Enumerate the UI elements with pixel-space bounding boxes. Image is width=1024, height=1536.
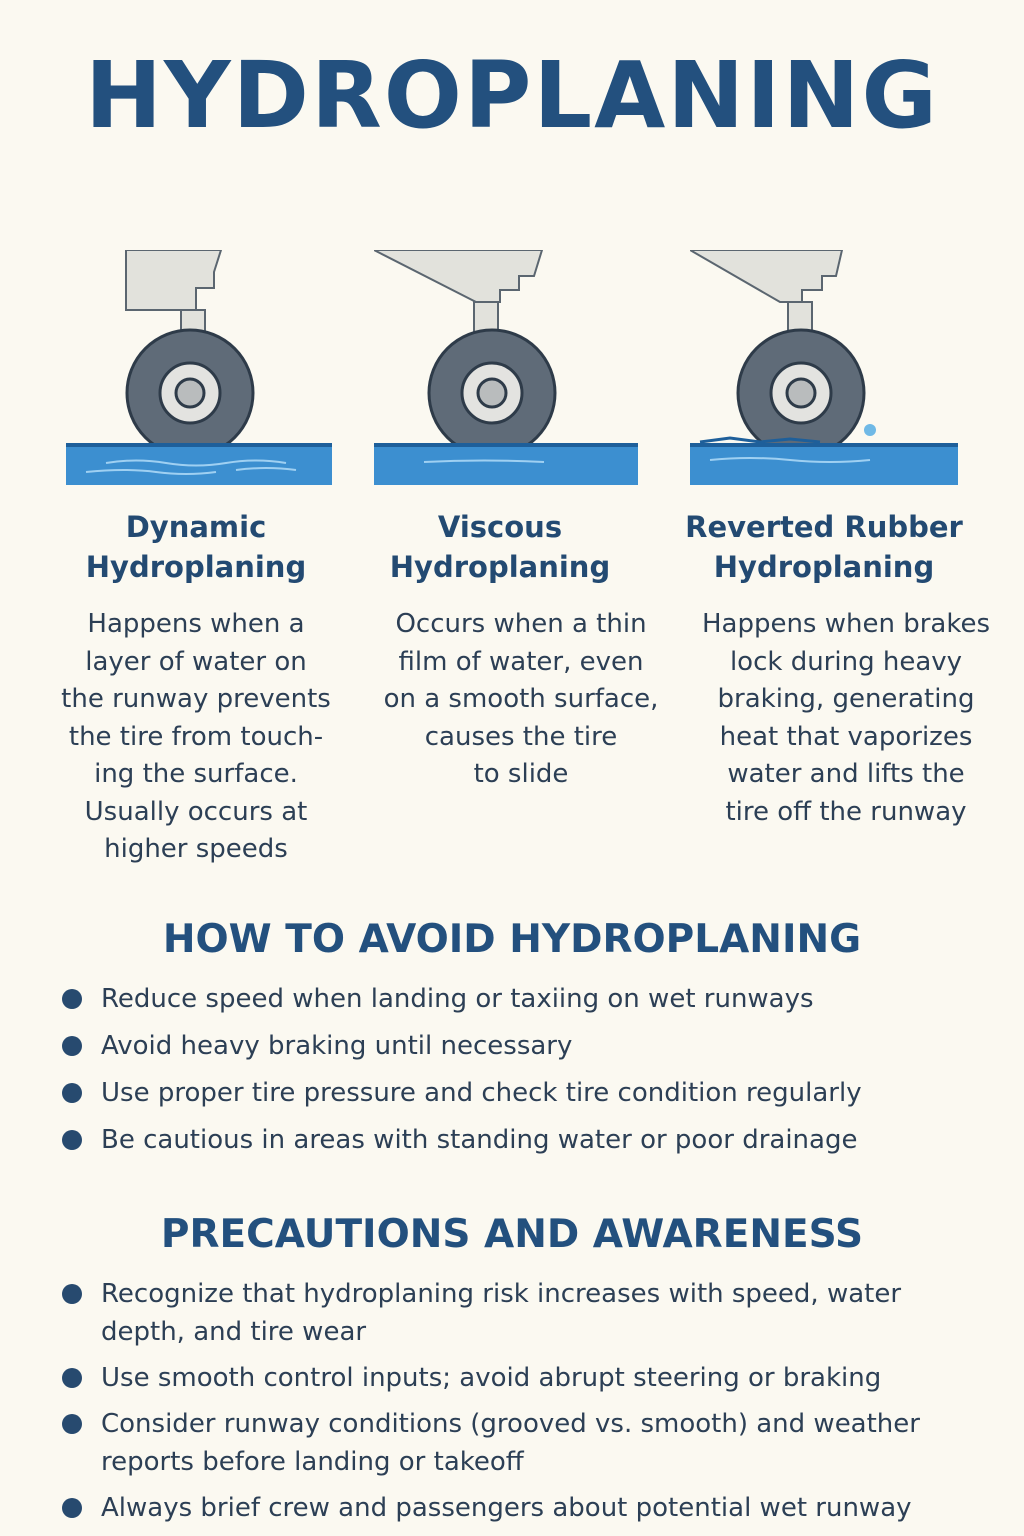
reverted-rubber-hydroplaning-title: Reverted Rubber Hydroplaning [685, 510, 963, 584]
list-item: Recognize that hydroplaning risk increases with speed, water depth, and tire wear [62, 1275, 962, 1351]
list-item: Consider runway conditions (grooved vs. smooth) and weather reports before landing or takeoff [62, 1405, 962, 1481]
landing-gear-icon [374, 250, 638, 490]
dynamic-hydroplaning-description: Happens when a layer of water on the runway prevents the tire from touch- ing the surface. Usually occurs at higher speeds [61, 609, 331, 864]
avoid-heading: HOW TO AVOID HYDROPLANING [162, 917, 862, 962]
dynamic-hydroplaning-illustration [66, 250, 346, 490]
bullet-icon [62, 989, 82, 1009]
list-item: Be cautious in areas with standing water or poor drainage [62, 1121, 982, 1159]
bullet-icon [62, 1130, 82, 1150]
precautions-list [62, 1275, 962, 1527]
bullet-icon [62, 1498, 82, 1518]
reverted-rubber-hydroplaning-description: Happens when brakes lock during heavy braking, generating heat that vaporizes water and lifts the tire off the runway [701, 609, 991, 827]
avoid-list [62, 980, 982, 1159]
list-item: Always brief crew and passengers about potential wet runway [62, 1489, 962, 1527]
bullet-icon [62, 1284, 82, 1304]
bullet-icon [62, 1036, 82, 1056]
viscous-hydroplaning-title: Viscous Hydroplaning [389, 510, 611, 584]
precautions-heading: PRECAUTIONS AND AWARENESS [160, 1212, 864, 1257]
dynamic-hydroplaning-title: Dynamic Hydroplaning [85, 510, 307, 584]
bullet-icon [62, 1368, 82, 1388]
viscous-hydroplaning-description: Occurs when a thin film of water, even on a smooth surface, causes the tire to slide [383, 609, 659, 789]
landing-gear-icon [690, 250, 958, 490]
landing-gear-icon [66, 250, 332, 490]
viscous-hydroplaning-illustration [374, 250, 654, 490]
bullet-icon [62, 1083, 82, 1103]
list-item: Use smooth control inputs; avoid abrupt steering or braking [62, 1359, 962, 1397]
bullet-icon [62, 1414, 82, 1434]
reverted-rubber-hydroplaning-illustration [690, 250, 970, 490]
list-item: Avoid heavy braking until necessary [62, 1027, 982, 1065]
list-item: Reduce speed when landing or taxiing on wet runways [62, 980, 982, 1018]
page-title: HYDROPLANING [84, 42, 940, 149]
list-item: Use proper tire pressure and check tire condition regularly [62, 1074, 982, 1112]
